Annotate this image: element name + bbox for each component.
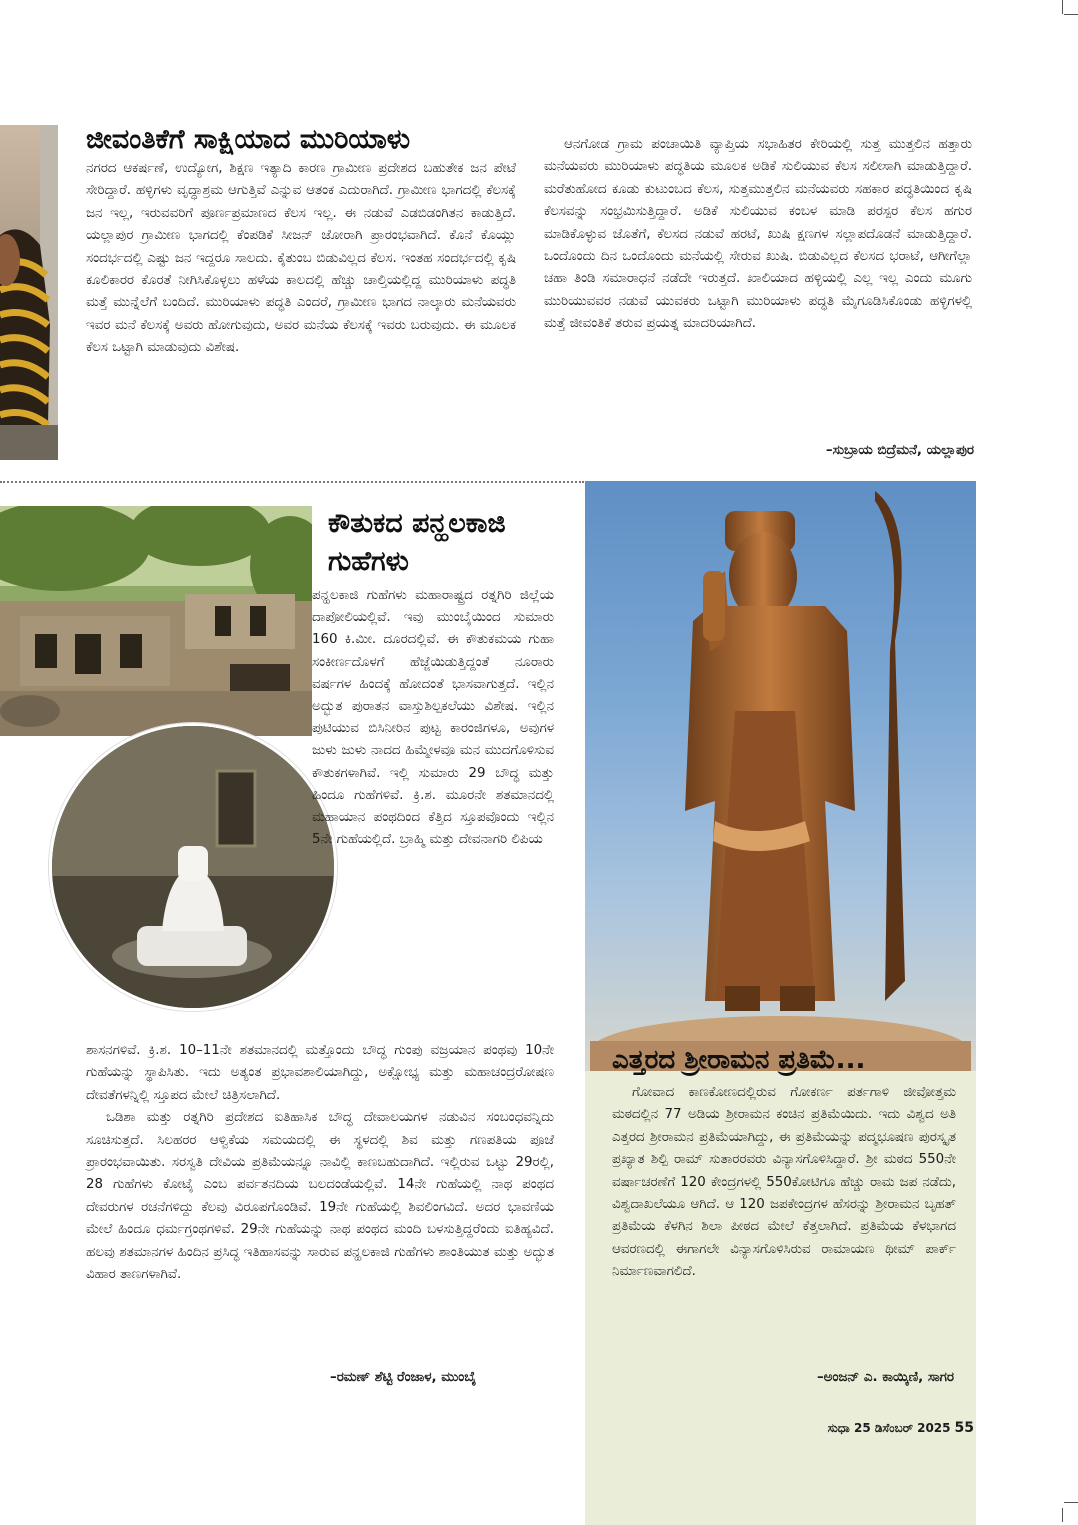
article2-title (328, 505, 506, 581)
crop-mark-bottom-right (1062, 1508, 1063, 1522)
crop-mark-top-right-h (1064, 14, 1078, 15)
article2-byline: –ರಮಣ್ ಶೆಟ್ಟಿ ರೆಂಜಾಳ, ಮುಂಬೈ (330, 1370, 477, 1385)
cave-interior-photo (49, 723, 337, 1011)
article3-title: ಎತ್ತರದ ಶ್ರೀರಾಮನ ಪ್ರತಿಮೆ... (612, 1045, 866, 1075)
crop-mark-top-right (1062, 0, 1063, 14)
article1-paragraph-1: ನಗರದ ಆಕರ್ಷಣೆ, ಉದ್ಯೋಗ, ಶಿಕ್ಷಣ ಇತ್ಯಾದಿ ಕಾರಣ ಗ್ರಾಮೀಣ ಪ್ರದೇಶದ ಬಹುತೇಕ ಜನ ಪೇಟೆ ಸೇರಿದ್ದಾರೆ. ಹಳ್ಳಿಗಳು ವೃದ್ಧಾಶ್ರಮ ಆಗುತ್ತಿವೆ ಎನ್ನುವ ಆತಂಕ ಎದುರಾಗಿದೆ. ಗ್ರಾಮೀಣ ಭಾಗದಲ್ಲಿ ಕೆಲಸಕ್ಕೆ ಜನ ಇಲ್ಲ, ಇರುವವರಿಗೆ ಪೂರ್ಣಪ್ರಮಾಣದ ಕೆಲಸ ಇಲ್ಲ. ಈ ನಡುವೆ ಎಡಬಿಡಂಗಿತನ ಕಾಡುತ್ತಿದೆ. ಯಲ್ಲಾಪುರ ಗ್ರಾಮೀಣ ಭಾಗದಲ್ಲಿ ಕೆಂಪಡಿಕೆ ಸೀಜನ್ ಜೋರಾಗಿ ಪ್ರಾರಂಭವಾಗಿದೆ. ಕೊನೆ ಕೊಯ್ಲು ಸಂದರ್ಭದಲ್ಲಿ ಎಷ್ಟು ಜನ ಇದ್ದರೂ ಸಾಲದು. ಕೈತುಂಬ ಬಿಡುವಿಲ್ಲದ ಕೆಲಸ. ಇಂತಹ ಸಂದರ್ಭದಲ್ಲಿ ಕೃಷಿ ಕೂಲಿಕಾರರ ಕೊರತೆ ನೀಗಿಸಿಕೊಳ್ಳಲು ಹಳೆಯ ಕಾಲದಲ್ಲಿ ಹೆಚ್ಚು ಚಾಲ್ತಿಯಲ್ಲಿದ್ದ ಮುರಿಯಾಳು ಪದ್ಧತಿ ಮತ್ತೆ ಮುನ್ನೆಲೆಗೆ ಬಂದಿದೆ. ಮುರಿಯಾಳು ಪದ್ಧತಿ ಎಂದರೆ, ಗ್ರಾಮೀಣ ಭಾಗದ ನಾಲ್ಕಾರು ಮನೆಯವರು ಇವರ ಮನೆ ಕೆಲಸಕ್ಕೆ ಅವರು ಹೋಗುವುದು, ಅವರ ಮನೆಯ ಕೆಲಸಕ್ಕೆ ಇವರು ಬರುವುದು. ಈ ಮೂಲಕ ಕೆಲಸ ಒಟ್ಟಾಗಿ ಮಾಡುವುದು ವಿಶೇಷ. (86, 161, 516, 356)
article1-text-col2 (544, 134, 972, 336)
article2-paragraph-2: ಒಡಿಶಾ ಮತ್ತು ರತ್ನಗಿರಿ ಪ್ರದೇಶದ ಐತಿಹಾಸಿಕ ಬೌದ್ಧ ದೇವಾಲಯಗಳ ನಡುವಿನ ಸಂಬಂಧವನ್ನಿದು ಸೂಚಿಸುತ್ತದೆ. ಸಿಲಹರರ ಆಳ್ವಿಕೆಯ ಸಮಯದಲ್ಲಿ ಈ ಸ್ಥಳದಲ್ಲಿ ಶಿವ ಮತ್ತು ಗಣಪತಿಯ ಪೂಜೆ ಪ್ರಾರಂಭವಾಯಿತು. ಸರಸ್ವತಿ ದೇವಿಯ ಪ್ರತಿಮೆಯನ್ನೂ ನಾವಿಲ್ಲಿ ಕಾಣಬಹುದಾಗಿದೆ. ಇಲ್ಲಿರುವ ಒಟ್ಟು 29ರಲ್ಲಿ, 28 ಗುಹೆಗಳು ಕೋಟೈ ಎಂಬ ಪರ್ವತನದಿಯ ಬಲದಂಡೆಯಲ್ಲಿವೆ. 14ನೇ ಗುಹೆಯಲ್ಲಿ ನಾಥ ಪಂಥದ ದೇವರುಗಳ ರಚನೆಗಳಿದ್ದು ಕೆಲವು ವಿರೂಪಗೊಂಡಿವೆ. 19ನೇ ಗುಹೆಯಲ್ಲಿ ಶಿವಲಿಂಗವಿದೆ. ಅದರ ಭಾವಣಿಯ ಮೇಲೆ ಹಿಂದೂ ಧರ್ಮಗ್ರಂಥಗಳಿವೆ. 29ನೇ ಗುಹೆಯನ್ನು ನಾಥ ಪಂಥದ ಮಂದಿ ಬಳಸುತ್ತಿದ್ದರೆಂದು ಐತಿಹ್ಯವಿದೆ. ಹಲವು ಶತಮಾನಗಳ ಹಿಂದಿನ ಪ್ರಸಿದ್ಧ ಇತಿಹಾಸವನ್ನು ಸಾರುವ ಪನ್ಹಲಕಾಜಿ ಗುಹೆಗಳು ಶಾಂತಿಯುತ ಮತ್ತು ಅದ್ಭುತ ವಿಹಾರ ತಾಣಗಳಾಗಿವೆ. (86, 1110, 554, 1283)
article2-title-line2: ಗುಹೆಗಳು (328, 546, 409, 577)
article2-paragraph-narrow: ಪನ್ಹಲಕಾಜಿ ಗುಹೆಗಳು ಮಹಾರಾಷ್ಟ್ರದ ರತ್ನಗಿರಿ ಜಿಲ್ಲೆಯ ದಾಪೋಲಿಯಲ್ಲಿವೆ. ಇವು ಮುಂಬೈಯಿಂದ ಸುಮಾರು 160 ಕಿ.ಮೀ. ದೂರದಲ್ಲಿವೆ. ಈ ಕೌತುಕಮಯ ಗುಹಾ ಸಂಕೀರ್ಣದೊಳಗೆ ಹೆಜ್ಜೆಯಿಡುತ್ತಿದ್ದಂತೆ ನೂರಾರು ವರ್ಷಗಳ ಹಿಂದಕ್ಕೆ ಹೋದಂತೆ ಭಾಸವಾಗುತ್ತದೆ. ಇಲ್ಲಿನ ಅದ್ಭುತ ಪುರಾತನ ವಾಸ್ತುಶಿಲ್ಪಕಲೆಯು ವಿಶೇಷ. ಇಲ್ಲಿನ ಪುಟಿಯುವ ಬಿಸಿನೀರಿನ ಪುಟ್ಟ ಕಾರಂಜಿಗಳೂ, ಅವುಗಳ ಜುಳು ಜುಳು ನಾದದ ಹಿಮ್ಮೇಳವೂ ಮನ ಮುದಗೊಳಿಸುವ ಕೌತುಕಗಳಾಗಿವೆ. ಇಲ್ಲಿ ಸುಮಾರು 29 ಬೌದ್ಧ ಮತ್ತು ಹಿಂದೂ ಗುಹೆಗಳಿವೆ. ಕ್ರಿ.ಶ. ಮೂರನೇ ಶತಮಾನದಲ್ಲಿ ಮಹಾಯಾನ ಪಂಥದಿಂದ ಕೆತ್ತಿದ ಸ್ತೂಪವೊಂದು ಇಲ್ಲಿನ 5ನೇ ಗುಹೆಯಲ್ಲಿದೆ. ಬ್ರಾಹ್ಮಿ ಮತ್ತು ದೇವನಾಗರಿ ಲಿಪಿಯ (312, 588, 554, 848)
article3-byline: –ಅಂಜನ್ ಎ. ಕಾಯ್ಕಿಣಿ, ಸಾಗರ (816, 1370, 954, 1385)
article1-text-col1 (86, 158, 516, 360)
issue-date: ಸುಧಾ 25 ಡಿಸೆಂಬರ್ 2025 (827, 1421, 951, 1435)
article1-title: ಜೀವಂತಿಕೆಗೆ ಸಾಕ್ಷಿಯಾದ ಮುರಿಯಾಳು (86, 124, 411, 155)
article3-text (612, 1082, 956, 1284)
article2-title-line1: ಕೌತುಕದ ಪನ್ಹಲಕಾಜಿ (328, 508, 506, 539)
article1-paragraph-2: ಆನಗೋಡ ಗ್ರಾಮ ಪಂಚಾಯಿತಿ ವ್ಯಾಪ್ತಿಯ ಸಭಾಹಿತರ ಕೇರಿಯಲ್ಲಿ ಸುತ್ತ ಮುತ್ತಲಿನ ಹತ್ತಾರು ಮನೆಯವರು ಮುರಿಯಾಳು ಪದ್ಧತಿಯ ಮೂಲಕ ಅಡಿಕೆ ಸುಲಿಯುವ ಕೆಲಸ ಸಲೀಸಾಗಿ ಮಾಡುತ್ತಿದ್ದಾರೆ. ಮರೆತುಹೋದ ಕೂಡು ಕುಟುಂಬದ ಕೆಲಸ, ಸುತ್ತಮುತ್ತಲಿನ ಮನೆಯವರು ಸಹಕಾರ ಪದ್ಧತಿಯಿಂದ ಕೃಷಿ ಕೆಲಸವನ್ನು ಸಂಭ್ರಮಿಸುತ್ತಿದ್ದಾರೆ. ಅಡಿಕೆ ಸುಲಿಯುವ ಕಂಬಳ ಮಾಡಿ ಪರಸ್ಪರ ಕೆಲಸ ಹಗುರ ಮಾಡಿಕೊಳ್ಳುವ ಜೊತೆಗೆ, ಕೆಲಸದ ನಡುವೆ ಹರಟೆ, ಖುಷಿ ಕ್ಷಣಗಳ ಸಲ್ಲಾಪದೊಡನೆ ಮಾಡುತ್ತಿದ್ದಾರೆ. ಒಂದೊಂದು ದಿನ ಒಂದೊಂದು ಮನೆಯಲ್ಲಿ ಸೇರುವ ಖುಷಿ. ಬಿಡುವಿಲ್ಲದ ಕೆಲಸದ ಭರಾಟೆ, ಆಗೀಗೆಲ್ಲಾ ಚಹಾ ತಿಂಡಿ ಸಮಾರಾಧನೆ ನಡೆದೇ ಇರುತ್ತದೆ. ಖಾಲಿಯಾದ ಹಳ್ಳಿಯಲ್ಲಿ ಎಲ್ಲ ಇಲ್ಲ ಎಂದು ಮೂಗು ಮುರಿಯುವವರ ನಡುವೆ ಯುವಕರು ಒಟ್ಟಾಗಿ ಮುರಿಯಾಳು ಪದ್ಧತಿ ಮೈಗೂಡಿಸಿಕೊಂಡು ಹಳ್ಳಿಗಳಲ್ಲಿ ಮತ್ತೆ ಜೀವಂತಿಕೆ ತರುವ ಪ್ರಯತ್ನ ಮಾದರಿಯಾಗಿದೆ. (544, 137, 972, 332)
article1-byline: –ಸುಬ್ರಾಯ ಬಿದ್ರೆಮನೆ, ಯಲ್ಲಾಪುರ (825, 443, 974, 458)
cave-exterior-photo (0, 506, 312, 736)
page-number: 55 (954, 1420, 974, 1436)
page-footer (828, 1420, 974, 1436)
farmer-photo (0, 125, 58, 460)
article2-text-narrow (312, 585, 554, 851)
article2-text-wide (86, 1040, 554, 1286)
rama-statue-photo (585, 481, 976, 1071)
crop-mark-bottom-right-h (1064, 1502, 1078, 1503)
article2-paragraph-wide: ಶಾಸನಗಳಿವೆ. ಕ್ರಿ.ಶ. 10–11ನೇ ಶತಮಾನದಲ್ಲಿ ಮತ್ತೊಂದು ಬೌದ್ಧ ಗುಂಪು ವಜ್ರಯಾನ ಪಂಥವು 10ನೇ ಗುಹೆಯನ್ನು ಸ್ಥಾಪಿಸಿತು. ಇದು ಅತ್ಯಂತ ಪ್ರಭಾವಶಾಲಿಯಾಗಿದ್ದು, ಅಕ್ಷೋಭ್ಯ ಮತ್ತು ಮಹಾಚಂದ್ರರೋಷಣ ದೇವತೆಗಳನ್ನಿಲ್ಲಿ ಸ್ತೂಪದ ಮೇಲೆ ಚಿತ್ರಿಸಲಾಗಿದೆ. (86, 1043, 554, 1103)
section-divider (0, 481, 584, 483)
article3-paragraph: ಗೋವಾದ ಕಾಣಕೋಣದಲ್ಲಿರುವ ಗೋಕರ್ಣ ಪರ್ತಗಾಳಿ ಜೀವೋತ್ತಮ ಮಠದಲ್ಲಿನ 77 ಅಡಿಯ ಶ್ರೀರಾಮನ ಕಂಚಿನ ಪ್ರತಿಮೆಯಿದು. ಇದು ವಿಶ್ವದ ಅತಿ ಎತ್ತರದ ಶ್ರೀರಾಮನ ಪ್ರತಿಮೆಯಾಗಿದ್ದು, ಈ ಪ್ರತಿಮೆಯನ್ನು ಪದ್ಮಭೂಷಣ ಪುರಸ್ಕೃತ ಪ್ರಖ್ಯಾತ ಶಿಲ್ಪಿ ರಾಮ್ ಸುತಾರರವರು ವಿನ್ಯಾಸಗೊಳಿಸಿದ್ದಾರೆ. ಶ್ರೀ ಮಠದ 550ನೇ ವರ್ಷಾಚರಣೆಗೆ 120 ಕೇಂದ್ರಗಳಲ್ಲಿ 550ಕೋಟಿಗೂ ಹೆಚ್ಚು ರಾಮ ಜಪ ನಡೆದು, ವಿಶ್ವದಾಖಲೆಯೂ ಆಗಿದೆ. ಆ 120 ಜಪಕೇಂದ್ರಗಳ ಹೆಸರನ್ನು ಶ್ರೀರಾಮನ ಬೃಹತ್ ಪ್ರತಿಮೆಯ ಕೆಳಗಿನ ಶಿಲಾ ಪೀಠದ ಮೇಲೆ ಕೆತ್ತಲಾಗಿದೆ. ಪ್ರತಿಮೆಯ ಕೆಳಭಾಗದ ಆವರಣದಲ್ಲಿ ಈಗಾಗಲೇ ವಿನ್ಯಾಸಗೊಳಿಸಿರುವ ರಾಮಾಯಣ ಥೀಮ್ ಪಾರ್ಕ್ ನಿರ್ಮಾಣವಾಗಲಿದೆ. (612, 1085, 956, 1280)
